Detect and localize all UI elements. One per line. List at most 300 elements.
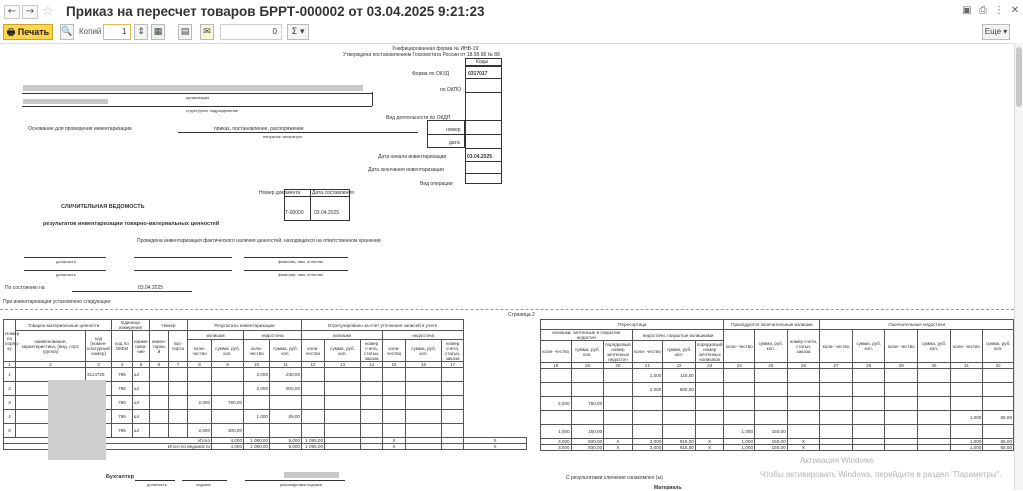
column-number: 32 (983, 363, 1014, 369)
more-vertical-icon[interactable]: ⋮ (994, 5, 1004, 16)
column-number: 31 (950, 363, 983, 369)
forward-arrow-icon[interactable]: → (22, 5, 38, 19)
accountant-label: Бухгалтер (106, 474, 135, 480)
close-icon[interactable]: ✕ (1010, 5, 1020, 16)
column-number: 26 (787, 363, 820, 369)
th-shortage: недостача (244, 331, 302, 340)
divider (22, 106, 372, 107)
state-label: По состоянию на (5, 285, 45, 291)
scrollbar-thumb[interactable] (1016, 47, 1022, 107)
subdivision-redacted (23, 99, 108, 104)
table-cell (755, 369, 788, 383)
column-number: 25 (755, 363, 788, 369)
table-cell (983, 369, 1014, 383)
table-cell (383, 368, 406, 382)
total-cell: Х (787, 439, 820, 445)
total-cell: 4,000 (212, 444, 244, 450)
table-cell (604, 383, 633, 397)
table-cell: 780,00 (571, 397, 604, 411)
table-cell: 65,00 (983, 411, 1014, 425)
table-cell: шт (133, 368, 150, 382)
table-cell (150, 382, 169, 396)
total-cell: 1 095,00 (302, 438, 325, 444)
doc-number-header: Номер документа (259, 190, 301, 196)
table-cell: 2,000 (244, 382, 270, 396)
th-surplus: излишки (188, 331, 244, 340)
table-row (541, 411, 1014, 425)
names-redacted (48, 380, 106, 460)
totals-label: Итого (4, 438, 212, 444)
column-number: 5 (133, 362, 150, 368)
column-number: 29 (885, 363, 918, 369)
table-cell (383, 424, 406, 438)
table-cell (169, 424, 188, 438)
table-cell: 150,00 (755, 425, 788, 439)
th-sum: сумма, руб. коп. (755, 330, 788, 363)
th-account: номер счета, статьи, заказа (361, 340, 383, 362)
table-cell (787, 383, 820, 397)
table-cell (852, 425, 885, 439)
edit-icon[interactable]: ▦ (151, 24, 165, 40)
table-cell (820, 425, 853, 439)
total-cell: 1,000 (724, 445, 755, 451)
table-cell (302, 424, 325, 438)
table-cell: 2,000 (188, 396, 212, 410)
sum-dropdown[interactable]: Σ ▾ (287, 24, 309, 40)
table-cell: шт (133, 396, 150, 410)
totals-page-row (541, 445, 1014, 451)
th-sum: сумма, руб. коп. (852, 330, 885, 363)
approved-label: Утверждена постановлением Госкомстата России от 18.08.98 № 88 (343, 52, 500, 58)
table-cell (150, 368, 169, 382)
table-cell (571, 411, 604, 425)
watermark-text: Чтобы активировать Windows, перейдите в раздел "Параметры". (760, 470, 1002, 479)
table-cell (695, 383, 724, 397)
divider (284, 196, 350, 197)
table-cell (787, 397, 820, 411)
divider (182, 480, 227, 481)
printer-icon: 🖶 (6, 27, 16, 37)
divider (310, 189, 311, 221)
table-cell: 3 (4, 396, 16, 410)
table-cell (442, 368, 464, 382)
total-cell: 3,000 (632, 439, 663, 445)
table-cell (406, 382, 442, 396)
column-number: 23 (695, 363, 724, 369)
table-cell (852, 397, 885, 411)
table-cell (361, 396, 383, 410)
table-cell (212, 368, 244, 382)
th-qty: коли- чество (632, 341, 663, 363)
th-order-num: порядковый номер зачтенных недостач (605, 341, 631, 362)
total-cell: 65,00 (983, 445, 1014, 451)
column-number: 18 (541, 363, 572, 369)
table-cell (169, 410, 188, 424)
table-cell (918, 425, 951, 439)
total-cell (325, 444, 361, 450)
table-cell (604, 397, 633, 411)
table-cell (885, 411, 918, 425)
table-cell (150, 424, 169, 438)
th-okei: код по ОКЕИ (112, 331, 133, 362)
spin-arrows-icon[interactable]: ⇕ (134, 24, 148, 40)
table-cell (885, 397, 918, 411)
basis-caption: ненужное зачеркнуть (263, 134, 303, 139)
divider (245, 480, 345, 481)
table-cell (755, 397, 788, 411)
table-cell (755, 411, 788, 425)
table-cell: 5 (4, 424, 16, 438)
th-sum: сумма, руб. коп. (406, 340, 442, 362)
table-cell (571, 383, 604, 397)
table-cell (383, 396, 406, 410)
page-label: Страница 2 (508, 312, 535, 318)
divider (134, 270, 232, 271)
start-date-value: 03.04.2025 (467, 154, 493, 160)
total-cell (442, 444, 464, 450)
th-qty: коли- чество (244, 340, 270, 362)
table-cell (406, 368, 442, 382)
table-cell (442, 424, 464, 438)
total-cell: Х (604, 439, 633, 445)
total-cell: Х (787, 445, 820, 451)
table-cell (695, 397, 724, 411)
divider (135, 480, 175, 481)
okud-value: 0317017 (468, 71, 488, 77)
th-sum: сумма, руб. коп. (983, 330, 1014, 363)
codes-header: Коды (476, 59, 489, 65)
table-cell (950, 425, 983, 439)
total-cell (820, 445, 853, 451)
column-number: 6 (150, 362, 169, 368)
sum-field[interactable]: 0 (220, 24, 282, 40)
table-cell: 796 (112, 424, 133, 438)
total-cell: 1,000 (950, 445, 983, 451)
total-cell: 1 080,00 (244, 438, 270, 444)
save-disk-icon[interactable]: ▣ (962, 5, 972, 16)
table-cell (541, 383, 572, 397)
table-cell (724, 397, 755, 411)
column-number: 7 (169, 362, 188, 368)
th-tmc: Товарно-материальные ценности (16, 320, 112, 331)
divider (465, 134, 502, 135)
total-cell: 150,00 (755, 439, 788, 445)
statement-subtitle: результатов инвентаризации товарно-материальных ценностей (43, 221, 220, 227)
table-cell (852, 411, 885, 425)
table-cell (918, 369, 951, 383)
total-cell: 4,000 (212, 438, 244, 444)
table-cell (787, 369, 820, 383)
th-order-num2: порядковый номер зачтенных излишков (696, 341, 723, 362)
column-number: 1 (4, 362, 16, 368)
table-cell (852, 383, 885, 397)
divider (244, 257, 348, 258)
column-number: 12 (302, 362, 325, 368)
table-cell (950, 383, 983, 397)
total-cell: Х (464, 438, 527, 444)
th-qty: коли- чество (885, 330, 918, 363)
column-number: 3 (86, 362, 112, 368)
table-cell: 796 (112, 396, 133, 410)
table-cell: 150,00 (571, 425, 604, 439)
table-cell (604, 369, 633, 383)
total-cell: 65,00 (983, 439, 1014, 445)
divider (427, 134, 465, 135)
table-cell: 1,000 (950, 411, 983, 425)
print-button[interactable]: 🖶 Печать (3, 24, 53, 40)
th-reflected: Отрегулировано за счет уточнения записей в учете (302, 320, 464, 331)
fullname-caption-2: фамилия, имя, отчество (278, 272, 324, 277)
total-cell: Х (383, 444, 406, 450)
doc-date-header: Дата составления (312, 190, 354, 196)
th-ref-surplus: излишки (302, 331, 383, 340)
table-cell (820, 383, 853, 397)
table-cell (244, 396, 270, 410)
copies-input[interactable]: 1 (103, 24, 131, 40)
column-number: 9 (212, 362, 244, 368)
table-cell (212, 382, 244, 396)
table-cell: 230,00 (270, 368, 302, 382)
table-cell (983, 397, 1014, 411)
table-cell (361, 410, 383, 424)
table-cell: 300,00 (212, 424, 244, 438)
table-cell (632, 411, 663, 425)
column-number: 13 (325, 362, 361, 368)
table-cell (983, 425, 1014, 439)
results-table-right (540, 319, 1014, 451)
table-cell (950, 397, 983, 411)
title-bar (0, 0, 1023, 24)
table-cell (724, 383, 755, 397)
found-label: При инвентаризации установлено следующее: (3, 299, 112, 305)
table-cell (383, 410, 406, 424)
th-regrade-surplus: излишки, зачтенные в покрытие недостач (541, 330, 633, 341)
document-area (0, 43, 1014, 490)
mail-icon[interactable]: ✉ (200, 24, 214, 40)
column-number: 17 (442, 362, 464, 368)
table-cell: 780,00 (212, 396, 244, 410)
divider (24, 257, 106, 258)
table-cell (406, 410, 442, 424)
table-cell (325, 396, 361, 410)
column-number: 30 (918, 363, 951, 369)
th-pass: пас- порта (169, 331, 188, 362)
table-cell: 800,00 (270, 382, 302, 396)
divider (465, 173, 502, 174)
table-cell (325, 424, 361, 438)
total-cell: 930,00 (571, 445, 604, 451)
table-cell: 115,00 (663, 369, 696, 383)
accountant-position-caption: должность (147, 482, 167, 487)
table-cell: шт (133, 410, 150, 424)
table-cell (695, 411, 724, 425)
th-sum: сумма, руб. коп. (270, 340, 302, 362)
conducted-text: Проведена инвентаризация фактического наличия ценностей, находящихся на ответственном хранении (137, 238, 381, 244)
accountant-signature-caption: подпись (196, 482, 212, 487)
total-cell: 1,000 (950, 439, 983, 445)
divider (22, 93, 372, 94)
toolbar (0, 24, 1023, 42)
basis-label: Основание для проведения инвентаризации (28, 126, 132, 132)
fullname-caption-1: фамилия, имя, отчество (278, 259, 324, 264)
material-label: Материаль (654, 485, 682, 491)
okud-label: Форма по ОКУД (412, 71, 450, 77)
table-cell (724, 369, 755, 383)
total-cell: 5,000 (270, 444, 302, 450)
th-results: Результаты инвентаризации (188, 320, 302, 331)
table-cell (212, 410, 244, 424)
total-cell: 1,000 (724, 439, 755, 445)
table-cell: 1,000 (541, 425, 572, 439)
divider (465, 78, 502, 79)
table-cell: 2 (4, 382, 16, 396)
total-cell: Х (464, 444, 527, 450)
table-cell (663, 411, 696, 425)
total-cell: Х (383, 438, 406, 444)
th-qty: коли- чество (820, 330, 853, 363)
favorite-star-icon[interactable]: ☆ (42, 4, 54, 19)
total-cell: 3,000 (541, 445, 572, 451)
okpo-label: по ОКПО (440, 87, 462, 93)
preview-icon[interactable]: 🔍 (60, 24, 74, 40)
table-cell (983, 383, 1014, 397)
column-number: 4 (112, 362, 133, 368)
table-cell (442, 410, 464, 424)
table-cell (632, 425, 663, 439)
accountant-name-redacted (284, 472, 339, 478)
column-number: 16 (406, 362, 442, 368)
table-cell (695, 425, 724, 439)
total-cell (918, 445, 951, 451)
table-row (541, 383, 1014, 397)
total-cell: Х (695, 439, 724, 445)
subdivision-caption: структурное подразделение (186, 108, 239, 113)
column-number: 11 (270, 362, 302, 368)
table-cell (150, 410, 169, 424)
table-cell (325, 368, 361, 382)
table-cell (302, 410, 325, 424)
column-number: 27 (820, 363, 853, 369)
table-cell (442, 396, 464, 410)
table-cell (885, 425, 918, 439)
table-cell: 2,000 (188, 424, 212, 438)
table-cell: 2,000 (244, 368, 270, 382)
th-code: код (номен- клатурный номер) (86, 331, 112, 362)
table-cell (820, 369, 853, 383)
vertical-scrollbar[interactable] (1014, 43, 1023, 490)
table-cell (571, 369, 604, 383)
table-cell: 4 (4, 410, 16, 424)
unified-form-label: Унифицированная форма № ИНВ-19 (392, 46, 479, 52)
total-cell: Х (604, 445, 633, 451)
th-sum: сумма, руб. коп. (212, 340, 244, 362)
th-regrade-shortage: недостачи, покрытые излишками (632, 330, 724, 341)
table-cell (169, 368, 188, 382)
operation-label: Вид операции (420, 181, 453, 187)
table-cell (918, 411, 951, 425)
total-cell (406, 444, 442, 450)
state-value: 03.04.2025 (138, 285, 164, 291)
table-cell (663, 397, 696, 411)
table-cell (787, 411, 820, 425)
print-icon[interactable]: ⎙ (979, 5, 987, 16)
codes-column (465, 66, 502, 184)
th-sum: сумма, руб. коп. (325, 340, 361, 362)
table-row (541, 425, 1014, 439)
total-cell: 915,00 (663, 439, 696, 445)
table-cell: 3114725 (86, 368, 112, 382)
table-cell (541, 369, 572, 383)
results-note: С результатами сличения ознакомлен (ы) (566, 475, 663, 481)
table-cell: 800,00 (663, 383, 696, 397)
table-cell: 796 (112, 368, 133, 382)
table-cell (361, 382, 383, 396)
divider (465, 161, 502, 162)
position-caption-2: должность (56, 272, 76, 277)
table-cell (169, 396, 188, 410)
column-number: 10 (244, 362, 270, 368)
total-cell: 5,000 (270, 438, 302, 444)
table-cell (724, 411, 755, 425)
total-cell: 150,00 (755, 445, 788, 451)
more-button[interactable]: Еще ▾ (982, 24, 1010, 40)
column-number: 22 (663, 363, 696, 369)
back-arrow-icon[interactable]: ← (4, 5, 20, 19)
table-cell: 2,000 (632, 383, 663, 397)
th-qty: коли- чество (188, 340, 212, 362)
divider (372, 92, 373, 106)
th-account: номер счета, статьи, заказа (442, 340, 464, 362)
table-cell (541, 411, 572, 425)
table-cell (918, 383, 951, 397)
th-sum: сумма, руб. коп. (918, 330, 951, 363)
table-cell: 1 (4, 368, 16, 382)
number-label: номер (446, 127, 461, 133)
table-cell: 2,000 (541, 397, 572, 411)
save-icon[interactable]: ▤ (178, 24, 192, 40)
table-cell: 1,000 (632, 369, 663, 383)
doc-date: 03.04.2025 (314, 210, 340, 216)
table-cell (188, 410, 212, 424)
column-number: 15 (383, 362, 406, 368)
total-cell: 3,000 (632, 445, 663, 451)
table-row (541, 369, 1014, 383)
th-inv: инвен- тарны й (150, 331, 169, 362)
th-qty: коли- чество (383, 340, 406, 362)
th-number: Номер (150, 320, 188, 331)
doc-number: Т-00000 (285, 210, 304, 216)
divider (465, 92, 502, 93)
column-number: 24 (724, 363, 755, 369)
okdp-label: Вид деятельности по ОКДП (386, 115, 451, 121)
statement-title: СЛИЧИТЕЛЬНАЯ ВЕДОМОСТЬ (61, 204, 145, 210)
divider (178, 132, 418, 133)
table-cell (604, 411, 633, 425)
table-cell: 796 (112, 410, 133, 424)
table-cell (169, 382, 188, 396)
table-cell (885, 383, 918, 397)
th-qty: коли- чество (950, 330, 983, 363)
table-cell (325, 382, 361, 396)
divider (465, 120, 502, 121)
window-title: Приказ на пересчет товаров БРРТ-000002 от 03.04.2025 9:21:23 (66, 4, 485, 19)
accountant-fullname-caption: расшифровка подписи (280, 482, 323, 487)
table-cell: 1,000 (724, 425, 755, 439)
column-number: 8 (188, 362, 212, 368)
th-qty: коли- чество (724, 330, 755, 363)
total-cell: 3,000 (541, 439, 572, 445)
divider (244, 270, 348, 271)
